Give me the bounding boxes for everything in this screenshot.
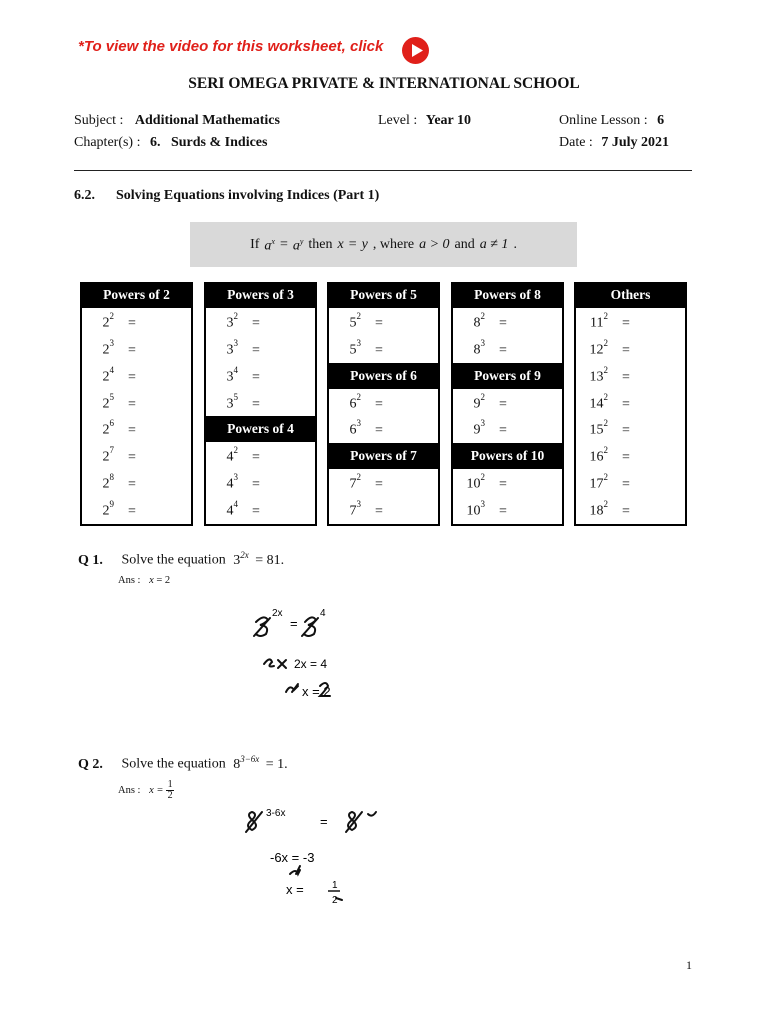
others-row	[574, 313, 630, 332]
equals-sign: =	[499, 476, 507, 492]
others-row	[574, 447, 630, 466]
level-value: Year 10	[425, 113, 471, 128]
power-exponent: 2	[603, 499, 608, 509]
equals-sign: =	[252, 503, 260, 519]
rule-if: If	[250, 236, 260, 252]
question-2-rhs: = 1.	[265, 756, 288, 772]
rule-then: then	[308, 236, 333, 252]
equals-sign: =	[128, 369, 136, 385]
power-exponent: 5	[233, 392, 238, 402]
question-2	[78, 754, 288, 773]
power-exponent: 7	[109, 445, 114, 455]
power-exponent: 4	[109, 365, 114, 375]
powers-of-10-row	[451, 474, 507, 493]
powers-of-7-row	[327, 474, 383, 493]
section-number: 6.2.	[74, 188, 95, 203]
rule-where: , where	[372, 236, 415, 252]
question-2-text: Solve the equation	[121, 756, 226, 772]
question-1-handwritten-working	[250, 606, 360, 706]
powers-of-9-row	[451, 394, 507, 413]
hand-stroke	[286, 684, 298, 692]
rule-x: x	[337, 236, 344, 252]
powers-of-5-row	[327, 340, 383, 359]
powers-of-10-row	[451, 501, 507, 520]
date-row	[559, 135, 669, 151]
powers-of-2-row	[80, 394, 136, 413]
power-exponent: 4	[233, 499, 238, 509]
powers-of-3-row	[204, 367, 260, 386]
powers-of-3-row	[204, 313, 260, 332]
power-exponent: 2	[603, 365, 608, 375]
power-base: $7^3$	[349, 499, 361, 519]
equals-sign: =	[499, 422, 507, 438]
power-base: $6^3$	[349, 418, 361, 438]
power-base: $6^2$	[349, 392, 361, 412]
power-exponent: 3	[109, 338, 114, 348]
hand-stroke	[302, 618, 318, 636]
power-base: $4^4$	[226, 499, 238, 519]
power-exponent: 3	[356, 418, 361, 428]
video-link-text[interactable]: *To view the video for this worksheet, click	[78, 38, 384, 55]
power-exponent: 2	[603, 392, 608, 402]
power-exponent: 3	[480, 338, 485, 348]
power-base: $14^2$	[589, 392, 608, 412]
power-base: $3^2$	[226, 311, 238, 331]
hand-equals: =	[320, 814, 328, 829]
date-label: Date :	[559, 135, 593, 150]
power-base: $2^6$	[102, 418, 114, 438]
power-base: $16^2$	[589, 445, 608, 465]
hand-line3-den: 2	[332, 895, 338, 906]
power-base: $11^2$	[590, 311, 608, 331]
power-base: $3^5$	[226, 392, 238, 412]
power-exponent: 2	[603, 418, 608, 428]
power-exponent: 3	[480, 418, 485, 428]
equals-sign: =	[252, 369, 260, 385]
power-base: $15^2$	[589, 418, 608, 438]
powers-of-8-header: Powers of 8	[451, 282, 564, 308]
powers-of-2-header: Powers of 2	[80, 282, 193, 308]
question-1-text: Solve the equation	[121, 552, 226, 568]
power-base: $10^3$	[466, 499, 485, 519]
powers-of-4-row	[204, 447, 260, 466]
equals-sign: =	[375, 476, 383, 492]
power-exponent: 2	[233, 311, 238, 321]
powers-of-3-row	[204, 340, 260, 359]
powers-of-6-row	[327, 420, 383, 439]
equals-sign: =	[128, 422, 136, 438]
subject-value: Additional Mathematics	[134, 113, 280, 128]
rule-lhs: a	[264, 238, 272, 254]
lesson-row	[559, 113, 664, 129]
powers-of-4-row	[204, 501, 260, 520]
power-base: $2^7$	[102, 445, 114, 465]
play-video-button[interactable]	[402, 37, 429, 64]
equals-sign: =	[499, 503, 507, 519]
power-exponent: 3	[233, 338, 238, 348]
equals-sign: =	[375, 315, 383, 331]
question-1-exponent: 2x	[240, 550, 249, 560]
rule-rhs: a	[292, 238, 300, 254]
hand-exp-4: 4	[320, 608, 326, 619]
power-base: $18^2$	[589, 499, 608, 519]
hand-line2: 2x = 4	[294, 657, 328, 671]
play-icon	[402, 37, 429, 64]
powers-of-2-row	[80, 474, 136, 493]
power-base: $5^3$	[349, 338, 361, 358]
power-base: $8^3$	[473, 338, 485, 358]
equals-sign: =	[128, 476, 136, 492]
question-1-base: 3	[233, 552, 241, 568]
power-base: $8^2$	[473, 311, 485, 331]
hand-stroke	[290, 866, 300, 874]
equals-sign: =	[252, 396, 260, 412]
powers-of-9-row	[451, 420, 507, 439]
school-name: SERI OMEGA PRIVATE & INTERNATIONAL SCHOOL	[188, 75, 580, 92]
powers-of-10-header: Powers of 10	[451, 443, 564, 469]
header-divider	[74, 170, 692, 171]
answer-2-numerator: 1	[167, 779, 173, 790]
rule-condition-not-one: a ≠ 1	[479, 236, 509, 252]
others-row	[574, 474, 630, 493]
answer-2-label: Ans :	[118, 784, 141, 796]
power-exponent: 2	[109, 311, 114, 321]
equals-sign: =	[128, 449, 136, 465]
powers-of-2-row	[80, 367, 136, 386]
chapters-label: Chapter(s) :	[74, 135, 141, 150]
power-base: $4^2$	[226, 445, 238, 465]
others-row	[574, 340, 630, 359]
power-exponent: 2	[356, 472, 361, 482]
rule-y: y	[361, 236, 368, 252]
power-exponent: 2	[603, 311, 608, 321]
power-base: $12^2$	[589, 338, 608, 358]
power-base: $2^4$	[102, 365, 114, 385]
answer-1	[118, 575, 170, 586]
power-exponent: 9	[109, 499, 114, 509]
rule-condition-positive: a > 0	[419, 236, 450, 252]
equals-sign: =	[128, 342, 136, 358]
powers-of-2-row	[80, 340, 136, 359]
equals-sign: =	[622, 449, 630, 465]
hand-exp: 3-6x	[266, 808, 286, 819]
power-exponent: 5	[109, 392, 114, 402]
power-exponent: 2	[603, 338, 608, 348]
rule-lhs-exp: x	[271, 237, 275, 247]
hand-stroke	[264, 659, 274, 666]
equals-sign: =	[252, 315, 260, 331]
power-base: $9^3$	[473, 418, 485, 438]
hand-line3-var: x =	[286, 882, 304, 897]
power-exponent: 8	[109, 472, 114, 482]
powers-of-2-row	[80, 501, 136, 520]
section-heading	[74, 188, 379, 204]
subject-label: Subject :	[74, 113, 124, 128]
equals-sign: =	[375, 422, 383, 438]
powers-of-3-header: Powers of 3	[204, 282, 317, 308]
power-base: $3^4$	[226, 365, 238, 385]
indices-rule-box	[190, 222, 577, 267]
equals-sign: =	[252, 476, 260, 492]
level-label: Level :	[378, 113, 418, 128]
equals-sign: =	[375, 503, 383, 519]
equals-sign: =	[375, 396, 383, 412]
question-2-exponent: 3−6x	[240, 754, 260, 764]
power-base: $10^2$	[466, 472, 485, 492]
answer-2-fraction	[166, 780, 174, 801]
powers-of-5-row	[327, 313, 383, 332]
power-exponent: 3	[480, 499, 485, 509]
power-base: $2^5$	[102, 392, 114, 412]
powers-of-9-header: Powers of 9	[451, 363, 564, 389]
power-exponent: 2	[603, 445, 608, 455]
powers-of-2-row	[80, 420, 136, 439]
hand-line2: -6x = -3	[270, 850, 315, 865]
power-exponent: 3	[356, 338, 361, 348]
others-row	[574, 394, 630, 413]
power-base: $2^2$	[102, 311, 114, 331]
answer-2-var: x =	[149, 784, 164, 796]
equals-sign: =	[128, 503, 136, 519]
powers-of-7-header: Powers of 7	[327, 443, 440, 469]
question-2-handwritten-working	[240, 804, 390, 908]
rule-rhs-exp: y	[299, 237, 304, 247]
level-row	[378, 113, 471, 129]
power-base: $13^2$	[589, 365, 608, 385]
rule-equals-2: =	[348, 236, 357, 252]
lesson-label: Online Lesson :	[559, 113, 648, 128]
question-1-label: Q 1.	[78, 552, 103, 568]
power-base: $9^2$	[473, 392, 485, 412]
answer-1-value: = 2	[156, 575, 171, 586]
power-exponent: 2	[480, 472, 485, 482]
equals-sign: =	[622, 422, 630, 438]
powers-of-6-header: Powers of 6	[327, 363, 440, 389]
others-row	[574, 501, 630, 520]
date-value: 7 July 2021	[601, 135, 670, 150]
equals-sign: =	[622, 342, 630, 358]
powers-of-7-row	[327, 501, 383, 520]
power-base: $3^3$	[226, 338, 238, 358]
equals-sign: =	[499, 396, 507, 412]
question-1	[78, 550, 284, 569]
lesson-value: 6	[657, 113, 665, 128]
question-2-label: Q 2.	[78, 756, 103, 772]
others-row	[574, 420, 630, 439]
question-1-rhs: = 81.	[255, 552, 285, 568]
power-exponent: 2	[480, 311, 485, 321]
answer-1-var: x	[149, 575, 154, 586]
power-exponent: 2	[233, 445, 238, 455]
power-exponent: 2	[480, 392, 485, 402]
answer-2	[118, 780, 174, 801]
answer-2-denominator: 2	[167, 790, 173, 801]
question-2-base: 8	[233, 756, 241, 772]
power-exponent: 2	[603, 472, 608, 482]
power-exponent: 6	[109, 418, 114, 428]
equals-sign: =	[622, 503, 630, 519]
powers-of-3-row	[204, 394, 260, 413]
power-exponent: 3	[356, 499, 361, 509]
powers-of-5-header: Powers of 5	[327, 282, 440, 308]
others-row	[574, 367, 630, 386]
hand-line3: x = 2	[302, 684, 331, 699]
rule-and: and	[454, 236, 475, 252]
hand-exp-2x: 2x	[272, 608, 283, 619]
answer-1-label: Ans :	[118, 575, 141, 586]
power-exponent: 3	[233, 472, 238, 482]
power-base: $2^9$	[102, 499, 114, 519]
powers-of-8-row	[451, 313, 507, 332]
equals-sign: =	[128, 396, 136, 412]
rule-equals: =	[279, 236, 288, 252]
chapters-value: 6. Surds & Indices	[149, 135, 268, 150]
power-base: $4^3$	[226, 472, 238, 492]
equals-sign: =	[128, 315, 136, 331]
hand-line3-num: 1	[332, 880, 338, 891]
equals-sign: =	[622, 396, 630, 412]
powers-of-6-row	[327, 394, 383, 413]
section-title: Solving Equations involving Indices (Part 1)	[116, 188, 380, 203]
equals-sign: =	[499, 315, 507, 331]
power-base: $2^3$	[102, 338, 114, 358]
equals-sign: =	[499, 342, 507, 358]
power-exponent: 2	[356, 311, 361, 321]
hand-equals: =	[290, 616, 298, 631]
power-exponent: 2	[356, 392, 361, 402]
powers-of-2-row	[80, 447, 136, 466]
equals-sign: =	[622, 369, 630, 385]
powers-of-8-row	[451, 340, 507, 359]
power-base: $2^8$	[102, 472, 114, 492]
page-number: 1	[686, 958, 692, 972]
powers-of-4-row	[204, 474, 260, 493]
hand-stroke	[368, 812, 376, 816]
powers-of-4-header: Powers of 4	[204, 416, 317, 442]
power-base: $5^2$	[349, 311, 361, 331]
hand-stroke	[278, 660, 286, 668]
equals-sign: =	[622, 315, 630, 331]
others-header: Others	[574, 282, 687, 308]
chapters-row	[74, 135, 267, 151]
powers-of-2-row	[80, 313, 136, 332]
equals-sign: =	[252, 449, 260, 465]
equals-sign: =	[252, 342, 260, 358]
rule-period: .	[513, 236, 517, 252]
equals-sign: =	[622, 476, 630, 492]
subject-row	[74, 113, 280, 129]
equals-sign: =	[375, 342, 383, 358]
power-base: $17^2$	[589, 472, 608, 492]
power-exponent: 4	[233, 365, 238, 375]
power-base: $7^2$	[349, 472, 361, 492]
